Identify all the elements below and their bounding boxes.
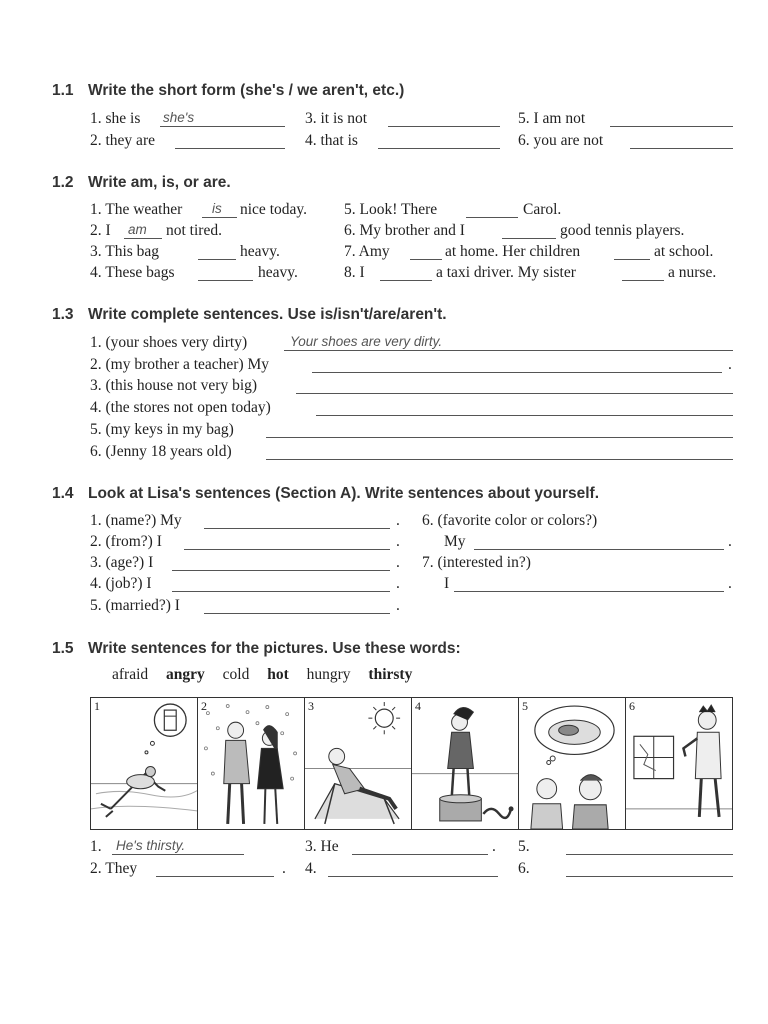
exercise-item: 5. Look! There — [344, 201, 438, 218]
section-number: 1.1 — [52, 82, 74, 99]
exercise-text: heavy. — [240, 243, 280, 260]
answer-blank[interactable] — [630, 148, 733, 149]
answer-blank[interactable] — [454, 591, 724, 592]
exercise-item: 6. you are not — [518, 132, 604, 149]
exercise-text: at home. Her children — [445, 243, 581, 260]
exercise-text: a taxi driver. My sister — [436, 264, 576, 281]
answer-blank[interactable] — [378, 148, 500, 149]
word: hot — [267, 666, 289, 683]
answer-blank[interactable] — [175, 148, 285, 149]
exercise-text: good tennis players. — [560, 222, 685, 239]
exercise-item: 8. I — [344, 264, 365, 281]
answer-blank[interactable] — [312, 372, 722, 373]
exercise-item: 6. My brother and I — [344, 222, 465, 239]
period: . — [728, 356, 732, 373]
picture-panel-3 — [305, 698, 412, 829]
section-instruction: Look at Lisa's sentences (Section A). Write sentences about yourself. — [88, 485, 600, 502]
answer-blank[interactable] — [388, 126, 500, 127]
answer-blank[interactable] — [474, 549, 724, 550]
period: . — [396, 575, 400, 592]
exercise-item: 1. (name?) My — [90, 512, 182, 529]
answer-blank[interactable] — [198, 259, 236, 260]
word: afraid — [112, 666, 149, 683]
sample-answer: He's thirsty. — [116, 838, 186, 853]
picture-strip — [90, 697, 733, 830]
section-1-5-title — [52, 640, 461, 658]
word-bank — [112, 666, 426, 684]
panel-number: 3 — [308, 699, 314, 713]
exercise-item: 3. (this house not very big) — [90, 377, 258, 394]
section-number: 1.5 — [52, 640, 74, 657]
section-number: 1.4 — [52, 485, 74, 502]
answer-blank[interactable] — [172, 591, 390, 592]
sample-answer: she's — [163, 110, 195, 125]
cold-couple-illustration — [198, 698, 304, 829]
answer-blank[interactable] — [198, 280, 253, 281]
answer-blank[interactable] — [112, 854, 244, 855]
exercise-item: 4. (the stores not open today) — [90, 399, 271, 416]
exercise-item: 5. I am not — [518, 110, 586, 127]
panel-number: 5 — [522, 699, 528, 713]
panel-number: 4 — [415, 699, 421, 713]
answer-blank[interactable] — [328, 876, 498, 877]
answer-blank[interactable] — [284, 350, 733, 351]
exercise-item: 6. — [518, 860, 530, 877]
afraid-woman-illustration — [412, 698, 518, 829]
word: angry — [166, 666, 205, 683]
period: . — [396, 512, 400, 529]
section-instruction: Write the short form (she's / we aren't, etc.) — [88, 82, 405, 99]
sample-answer: am — [128, 222, 147, 237]
panel-number: 2 — [201, 699, 207, 713]
word: thirsty — [368, 666, 413, 683]
section-1-1-title — [52, 82, 404, 100]
word: cold — [222, 666, 250, 683]
answer-blank[interactable] — [266, 459, 733, 460]
exercise-text: Carol. — [523, 201, 562, 218]
answer-blank[interactable] — [296, 393, 733, 394]
exercise-text: at school. — [654, 243, 714, 260]
answer-blank[interactable] — [566, 854, 733, 855]
exercise-item: 3. He — [305, 838, 339, 855]
exercise-item: 6. (favorite color or colors?) — [422, 512, 598, 529]
answer-blank[interactable] — [204, 528, 390, 529]
period: . — [728, 533, 732, 550]
exercise-item: 7. (interested in?) — [422, 554, 531, 571]
exercise-item: 4. that is — [305, 132, 358, 149]
exercise-item: 7. Amy — [344, 243, 390, 260]
section-number: 1.3 — [52, 306, 74, 323]
answer-blank[interactable] — [566, 876, 733, 877]
answer-blank[interactable] — [316, 415, 733, 416]
picture-panel-1 — [91, 698, 198, 829]
answer-blank[interactable] — [502, 238, 556, 239]
section-instruction: Write complete sentences. Use is/isn't/are/aren't. — [88, 306, 447, 323]
exercise-text: My — [444, 533, 466, 550]
exercise-item: 2. they are — [90, 132, 155, 149]
exercise-text: nice today. — [240, 201, 307, 218]
exercise-item: 2. (from?) I — [90, 533, 162, 550]
answer-blank[interactable] — [184, 549, 390, 550]
hungry-boys-illustration — [519, 698, 625, 829]
exercise-item: 5. — [518, 838, 530, 855]
sample-answer: is — [212, 201, 222, 216]
answer-blank[interactable] — [124, 238, 162, 239]
sample-answer: Your shoes are very dirty. — [290, 334, 443, 349]
period: . — [396, 597, 400, 614]
hot-man-illustration — [305, 698, 411, 829]
answer-blank[interactable] — [410, 259, 442, 260]
answer-blank[interactable] — [380, 280, 432, 281]
period: . — [492, 838, 496, 855]
answer-blank[interactable] — [614, 259, 650, 260]
period: . — [728, 575, 732, 592]
panel-number: 6 — [629, 699, 635, 713]
answer-blank[interactable] — [202, 217, 237, 218]
section-1-4-title — [52, 485, 599, 503]
exercise-text: a nurse. — [668, 264, 717, 281]
exercise-item: 2. They — [90, 860, 138, 877]
exercise-item: 3. it is not — [305, 110, 368, 127]
exercise-item: 3. (age?) I — [90, 554, 154, 571]
exercise-text: I — [444, 575, 450, 592]
exercise-text: heavy. — [258, 264, 298, 281]
answer-blank[interactable] — [172, 570, 390, 571]
period: . — [396, 554, 400, 571]
answer-blank[interactable] — [352, 854, 488, 855]
exercise-item: 1. — [90, 838, 102, 855]
exercise-item: 6. (Jenny 18 years old) — [90, 443, 232, 460]
answer-blank[interactable] — [622, 280, 664, 281]
section-1-2-title — [52, 174, 231, 192]
word: hungry — [306, 666, 351, 683]
exercise-item: 5. (my keys in my bag) — [90, 421, 234, 438]
period: . — [396, 533, 400, 550]
answer-blank[interactable] — [156, 876, 274, 877]
picture-panel-6 — [626, 698, 732, 829]
section-1-3-title — [52, 306, 447, 324]
section-instruction: Write am, is, or are. — [88, 174, 231, 191]
answer-blank[interactable] — [610, 126, 733, 127]
exercise-item: 3. This bag — [90, 243, 160, 260]
answer-blank[interactable] — [466, 217, 518, 218]
exercise-item: 1. (your shoes very dirty) — [90, 334, 248, 351]
exercise-item: 5. (married?) I — [90, 597, 180, 614]
answer-blank[interactable] — [160, 126, 285, 127]
exercise-item: 2. (my brother a teacher) My — [90, 356, 270, 373]
exercise-item: 4. These bags — [90, 264, 175, 281]
thirsty-man-illustration — [91, 698, 197, 829]
picture-panel-5 — [519, 698, 626, 829]
picture-panel-2 — [198, 698, 305, 829]
period: . — [282, 860, 286, 877]
exercise-item: 4. — [305, 860, 317, 877]
panel-number: 1 — [94, 699, 100, 713]
section-number: 1.2 — [52, 174, 74, 191]
section-instruction: Write sentences for the pictures. Use these words: — [88, 640, 461, 657]
angry-man-illustration — [626, 698, 732, 829]
answer-blank[interactable] — [266, 437, 733, 438]
exercise-item: 1. she is — [90, 110, 141, 127]
exercise-item: 4. (job?) I — [90, 575, 152, 592]
exercise-text: not tired. — [166, 222, 222, 239]
exercise-item: 1. The weather — [90, 201, 183, 218]
answer-blank[interactable] — [204, 613, 390, 614]
exercise-item: 2. I — [90, 222, 111, 239]
picture-panel-4 — [412, 698, 519, 829]
